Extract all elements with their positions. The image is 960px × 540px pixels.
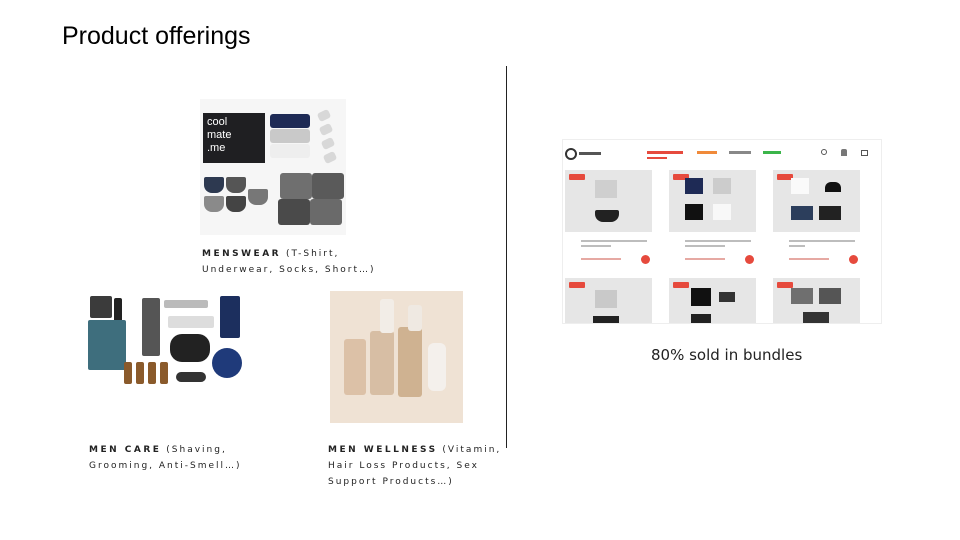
underwear-brief: [204, 196, 224, 212]
sock: [323, 151, 338, 164]
discount-badge: [673, 282, 689, 288]
product-brush: [170, 334, 210, 362]
product-image: [691, 288, 711, 306]
site-logo-icon: [565, 148, 577, 160]
product-image: [825, 182, 841, 192]
shorts: [278, 199, 310, 225]
sock: [319, 123, 334, 136]
box-text-line: cool: [207, 116, 228, 128]
add-to-cart-icon: [641, 255, 650, 264]
product-vial: [124, 362, 132, 384]
product-image: [819, 206, 841, 220]
wellness-box: [344, 339, 366, 395]
product-vial: [148, 362, 156, 384]
site-logo-text: [579, 152, 601, 155]
nav-item-sub: [647, 157, 667, 159]
product-image: [791, 206, 813, 220]
store-website-screenshot: [562, 139, 882, 324]
product-vial: [136, 362, 144, 384]
shorts: [312, 173, 344, 199]
search-icon: [821, 149, 827, 155]
product-pomade: [212, 348, 242, 378]
men-care-detail: (Shaving,: [161, 445, 227, 455]
menswear-heading: MENSWEAR: [202, 249, 282, 259]
product-name-line: [581, 240, 647, 242]
sock: [317, 109, 332, 122]
product-tile: [669, 278, 756, 324]
underwear-brief: [248, 189, 268, 205]
wellness-box: [370, 331, 394, 395]
product-image: [713, 204, 731, 220]
product-name-line: [685, 240, 751, 242]
box-text-line: mate: [207, 129, 232, 141]
men-wellness-detail: Support Products…): [328, 477, 454, 487]
product-image: [595, 290, 617, 308]
men-wellness-photo: [330, 291, 463, 423]
product-image: [819, 288, 841, 304]
men-wellness-heading: MEN WELLNESS: [328, 445, 438, 455]
product-image: [691, 314, 711, 324]
product-image: [685, 204, 703, 220]
menswear-detail: (T-Shirt,: [281, 249, 340, 259]
product-box: [88, 320, 126, 370]
product-name-line: [789, 245, 805, 247]
product-name-line: [789, 240, 855, 242]
shorts: [310, 199, 342, 225]
product-tile: [565, 170, 652, 232]
nav-item: [729, 151, 751, 154]
wellness-dropper: [380, 299, 394, 333]
product-price-line: [581, 258, 621, 260]
wellness-box: [398, 327, 422, 397]
site-nav-bar: [563, 140, 882, 166]
menswear-caption: [202, 246, 502, 278]
wellness-bottle: [408, 305, 422, 331]
product-image: [803, 312, 829, 324]
add-to-cart-icon: [849, 255, 858, 264]
tshirt-navy: [270, 114, 310, 128]
coolmate-box: [203, 113, 265, 163]
sock: [321, 137, 336, 150]
product-tile: [773, 170, 860, 232]
underwear-brief: [226, 177, 246, 193]
shorts: [280, 173, 312, 199]
product-name-line: [581, 245, 611, 247]
product-jar: [90, 296, 112, 318]
product-image: [593, 316, 619, 324]
product-tile: [669, 170, 756, 232]
vertical-divider: [506, 66, 507, 448]
nav-item: [697, 151, 717, 154]
product-image: [791, 178, 809, 194]
men-care-heading: MEN CARE: [89, 445, 162, 455]
men-care-detail: Grooming, Anti-Smell…): [89, 461, 242, 471]
product-tube: [142, 298, 160, 356]
slide-title: Product offerings: [62, 22, 251, 50]
menswear-detail: Underwear, Socks, Short…): [202, 265, 376, 275]
men-wellness-caption: [328, 442, 518, 490]
cart-icon: [861, 150, 868, 156]
nav-item: [647, 151, 683, 154]
product-tube: [164, 300, 208, 308]
product-image: [713, 178, 731, 194]
men-care-caption: [89, 442, 349, 474]
product-price-line: [789, 258, 829, 260]
tshirt-white: [270, 144, 310, 158]
nav-item: [763, 151, 781, 154]
product-razor: [176, 372, 206, 382]
product-tile: [565, 278, 652, 324]
product-image: [719, 292, 735, 302]
tshirt-grey: [270, 129, 310, 143]
underwear-brief: [226, 196, 246, 212]
wellness-bottle: [428, 343, 446, 391]
men-care-photo: [84, 292, 250, 392]
user-icon: [841, 149, 847, 156]
product-image: [595, 210, 619, 222]
product-image: [685, 178, 703, 194]
product-bottle: [220, 296, 240, 338]
men-wellness-detail: (Vitamin,: [437, 445, 502, 455]
box-text-line: .me: [207, 142, 226, 154]
underwear-brief: [204, 177, 224, 193]
product-vial: [160, 362, 168, 384]
product-tube: [168, 316, 214, 328]
discount-badge: [569, 174, 585, 180]
product-price-line: [685, 258, 725, 260]
product-image: [595, 180, 617, 198]
discount-badge: [569, 282, 585, 288]
product-tile: [773, 278, 860, 324]
bundles-note: 80% sold in bundles: [651, 346, 803, 364]
product-image: [791, 288, 813, 304]
product-name-line: [685, 245, 725, 247]
add-to-cart-icon: [745, 255, 754, 264]
men-wellness-detail: Hair Loss Products, Sex: [328, 461, 479, 471]
menswear-photo: [200, 99, 346, 235]
